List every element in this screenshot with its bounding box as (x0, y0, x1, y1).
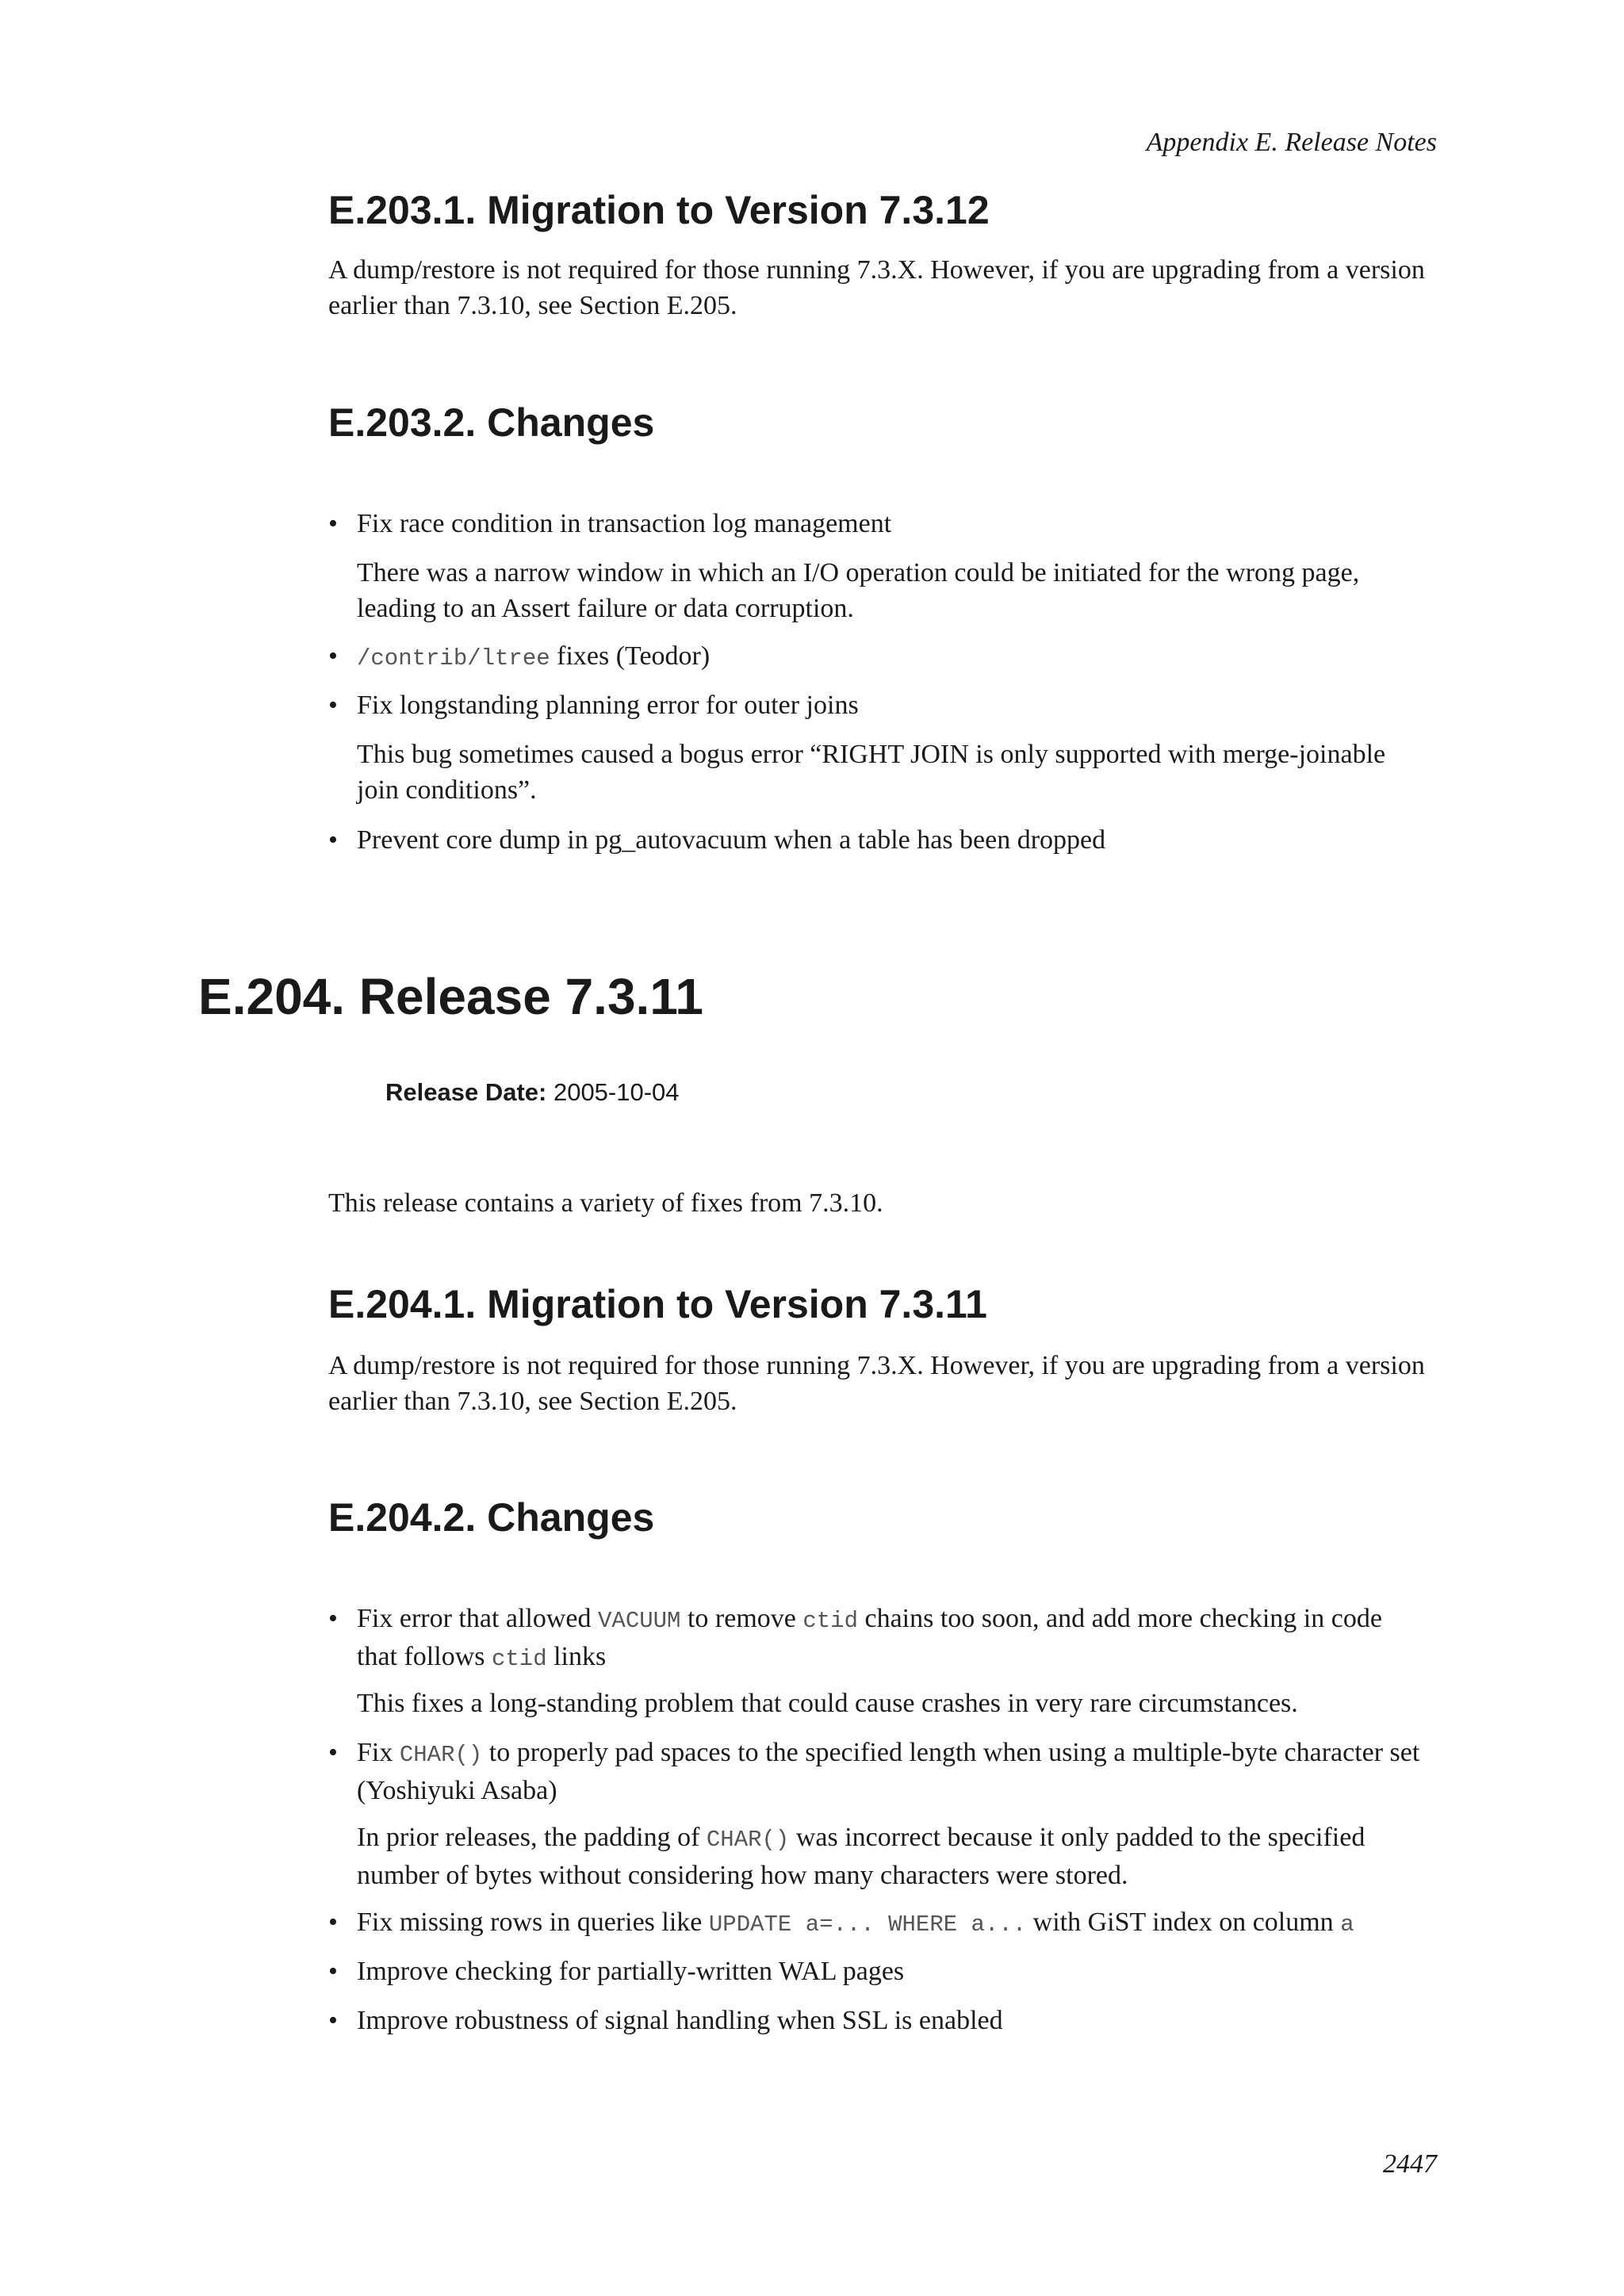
text-run: number of bytes without considering how many characters were stored. (357, 1861, 1128, 1890)
bullet: • (328, 509, 338, 538)
list-item-text: Fix race condition in transaction log management (357, 509, 892, 538)
text-run: Fix missing rows in queries like (357, 1908, 709, 1937)
list-item (328, 638, 1438, 676)
running-header: Appendix E. Release Notes (1146, 128, 1437, 157)
list-item (328, 687, 1438, 723)
list-item-text (357, 1904, 1438, 1942)
list-item-description: This fixes a long-standing problem that could cause crashes in very rare circumstances. (357, 1689, 1298, 1718)
list-item (328, 506, 1438, 541)
list-item-description (357, 1820, 1438, 1893)
list-item (328, 822, 1438, 858)
code-literal: VACUUM (598, 1608, 681, 1634)
code-literal: CHAR() (706, 1827, 790, 1853)
code-literal: a (1340, 1911, 1354, 1938)
text-run: Fix (357, 1738, 400, 1767)
code-literal: ctid (802, 1608, 858, 1634)
code-literal: ctid (491, 1646, 547, 1672)
section-heading-e204-2: E.204.2. Changes (328, 1495, 655, 1540)
code-literal: CHAR() (399, 1742, 483, 1768)
release-date (385, 1077, 680, 1108)
release-date-value: 2005-10-04 (546, 1078, 680, 1106)
list-item-text (357, 1601, 1438, 1677)
text-run: In prior releases, the padding of (357, 1823, 707, 1852)
bullet: • (328, 1957, 338, 1986)
text-run: that follows (357, 1642, 492, 1671)
list-item-description (357, 555, 1438, 626)
bullet: • (328, 691, 338, 720)
list-item (328, 1735, 1438, 1808)
section-heading-e204: E.204. Release 7.3.11 (198, 968, 703, 1025)
bullet: • (328, 1604, 338, 1633)
release-date-label: Release Date: (385, 1078, 547, 1106)
code-literal: /contrib/ltree (357, 645, 550, 672)
list-item (328, 1601, 1438, 1677)
section-e203-1-body (328, 252, 1438, 323)
bullet: • (328, 1738, 338, 1767)
section-heading-e203-2: E.203.2. Changes (328, 400, 655, 445)
text-run: with GiST index on column (1026, 1908, 1341, 1937)
list-item-text: Prevent core dump in pg_autovacuum when a table has been dropped (357, 825, 1106, 855)
text-run: to properly pad spaces to the specified length when using a multiple-byte character set (482, 1738, 1420, 1767)
section-heading-e203-1: E.203.1. Migration to Version 7.3.12 (328, 188, 990, 232)
list-item (328, 2003, 1438, 2038)
list-item (328, 1954, 1438, 1989)
body-line: earlier than 7.3.10, see Section E.205. (328, 291, 737, 320)
section-heading-e204-1: E.204.1. Migration to Version 7.3.11 (328, 1282, 987, 1326)
desc-line: leading to an Assert failure or data corruption. (357, 594, 854, 623)
page-number: 2447 (1383, 2149, 1437, 2179)
body-line: A dump/restore is not required for those running 7.3.X. However, if you are upgrading from a version (328, 1351, 1425, 1380)
bullet: • (328, 2006, 338, 2035)
list-item-text: Fix longstanding planning error for outer joins (357, 691, 859, 720)
list-item-text (357, 638, 1438, 676)
list-item-description (357, 737, 1438, 808)
text-run: fixes (Teodor) (550, 641, 710, 671)
desc-line: join conditions”. (357, 775, 537, 805)
text-run: links (546, 1642, 607, 1671)
body-line: A dump/restore is not required for those running 7.3.X. However, if you are upgrading from a version (328, 255, 1425, 285)
text-run: to remove (680, 1604, 803, 1633)
section-e204-1-body (328, 1348, 1438, 1419)
text-run: (Yoshiyuki Asaba) (357, 1776, 557, 1805)
body-line: earlier than 7.3.10, see Section E.205. (328, 1387, 737, 1416)
code-literal: UPDATE a=... WHERE a... (708, 1911, 1027, 1938)
text-run: chains too soon, and add more checking in code (857, 1604, 1382, 1633)
list-item-text (357, 1735, 1438, 1808)
desc-line: This bug sometimes caused a bogus error “RIGHT JOIN is only supported with merge-joinable (357, 740, 1386, 769)
text-run: was incorrect because it only padded to the specified (789, 1823, 1365, 1852)
desc-line: There was a narrow window in which an I/O operation could be initiated for the wrong page, (357, 558, 1360, 587)
bullet: • (328, 825, 338, 855)
text-run: Fix error that allowed (357, 1604, 599, 1633)
list-item-text: Improve robustness of signal handling when SSL is enabled (357, 2006, 1003, 2035)
list-item (328, 1904, 1438, 1942)
release-intro: This release contains a variety of fixes from 7.3.10. (328, 1188, 883, 1218)
bullet: • (328, 641, 338, 671)
list-item-text: Improve checking for partially-written WAL pages (357, 1957, 905, 1986)
bullet: • (328, 1908, 338, 1937)
